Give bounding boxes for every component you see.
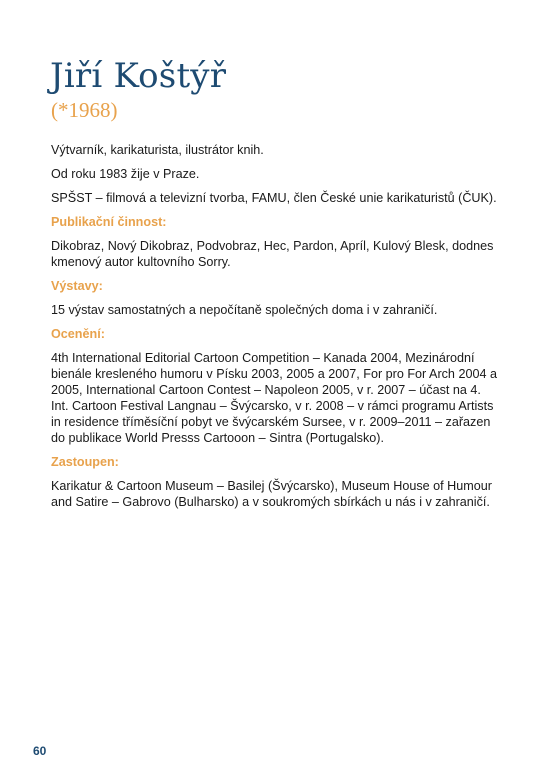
section-text: Karikatur & Cartoon Museum – Basilej (Švýcarsko), Museum House of Humour and Satire – Gabrovo (Bulharsko) a v soukromých sbírkách u nás i v zahraničí. <box>51 479 492 509</box>
person-name: Jiří Koštýř <box>50 56 227 96</box>
section-title: Publikační činnost: <box>51 215 167 229</box>
intro-paragraph: SPŠST – filmová a televizní tvorba, FAMU, člen České unie karikaturistů (ČUK). <box>51 191 497 205</box>
section-title: Zastoupen: <box>51 455 119 469</box>
section-text: 15 výstav samostatných a nepočítaně společných doma i v zahraničí. <box>51 303 438 317</box>
section-publications <box>51 214 501 270</box>
section-exhibitions <box>51 278 501 318</box>
intro-paragraph: Od roku 1983 žije v Praze. <box>51 167 200 181</box>
section-text: 4th International Editorial Cartoon Competition – Kanada 2004, Mezinárodní bienále kresleného humoru v Písku 2003, 2005 a 2007, For pro For Arch 2004 a 2005, International Cartoon Contest – Napoleon 2005, v r. 2007 – účast na 4. Int. Cartoon Festival Langnau – Švýcarsko, v r. 2008 – v rámci programu Artists in residence tříměsíční pobyt ve švýcarském Sursee, v r. 2009–2011 – zařazen do publikace World Presss Cartooon – Sintra (Portugalsko). <box>51 351 497 445</box>
biography <box>51 142 501 518</box>
intro-paragraph: Výtvarník, karikaturista, ilustrátor knih. <box>51 143 264 157</box>
section-awards <box>51 326 501 446</box>
section-title: Ocenění: <box>51 327 105 341</box>
section-text: Dikobraz, Nový Dikobraz, Podvobraz, Hec, Pardon, Apríl, Kulový Blesk, dodnes kmenový autor kultovního Sorry. <box>51 239 494 269</box>
birth-year: (*1968) <box>51 98 118 122</box>
section-represented <box>51 454 501 510</box>
page-number: 60 <box>33 744 47 758</box>
section-title: Výstavy: <box>51 279 103 293</box>
